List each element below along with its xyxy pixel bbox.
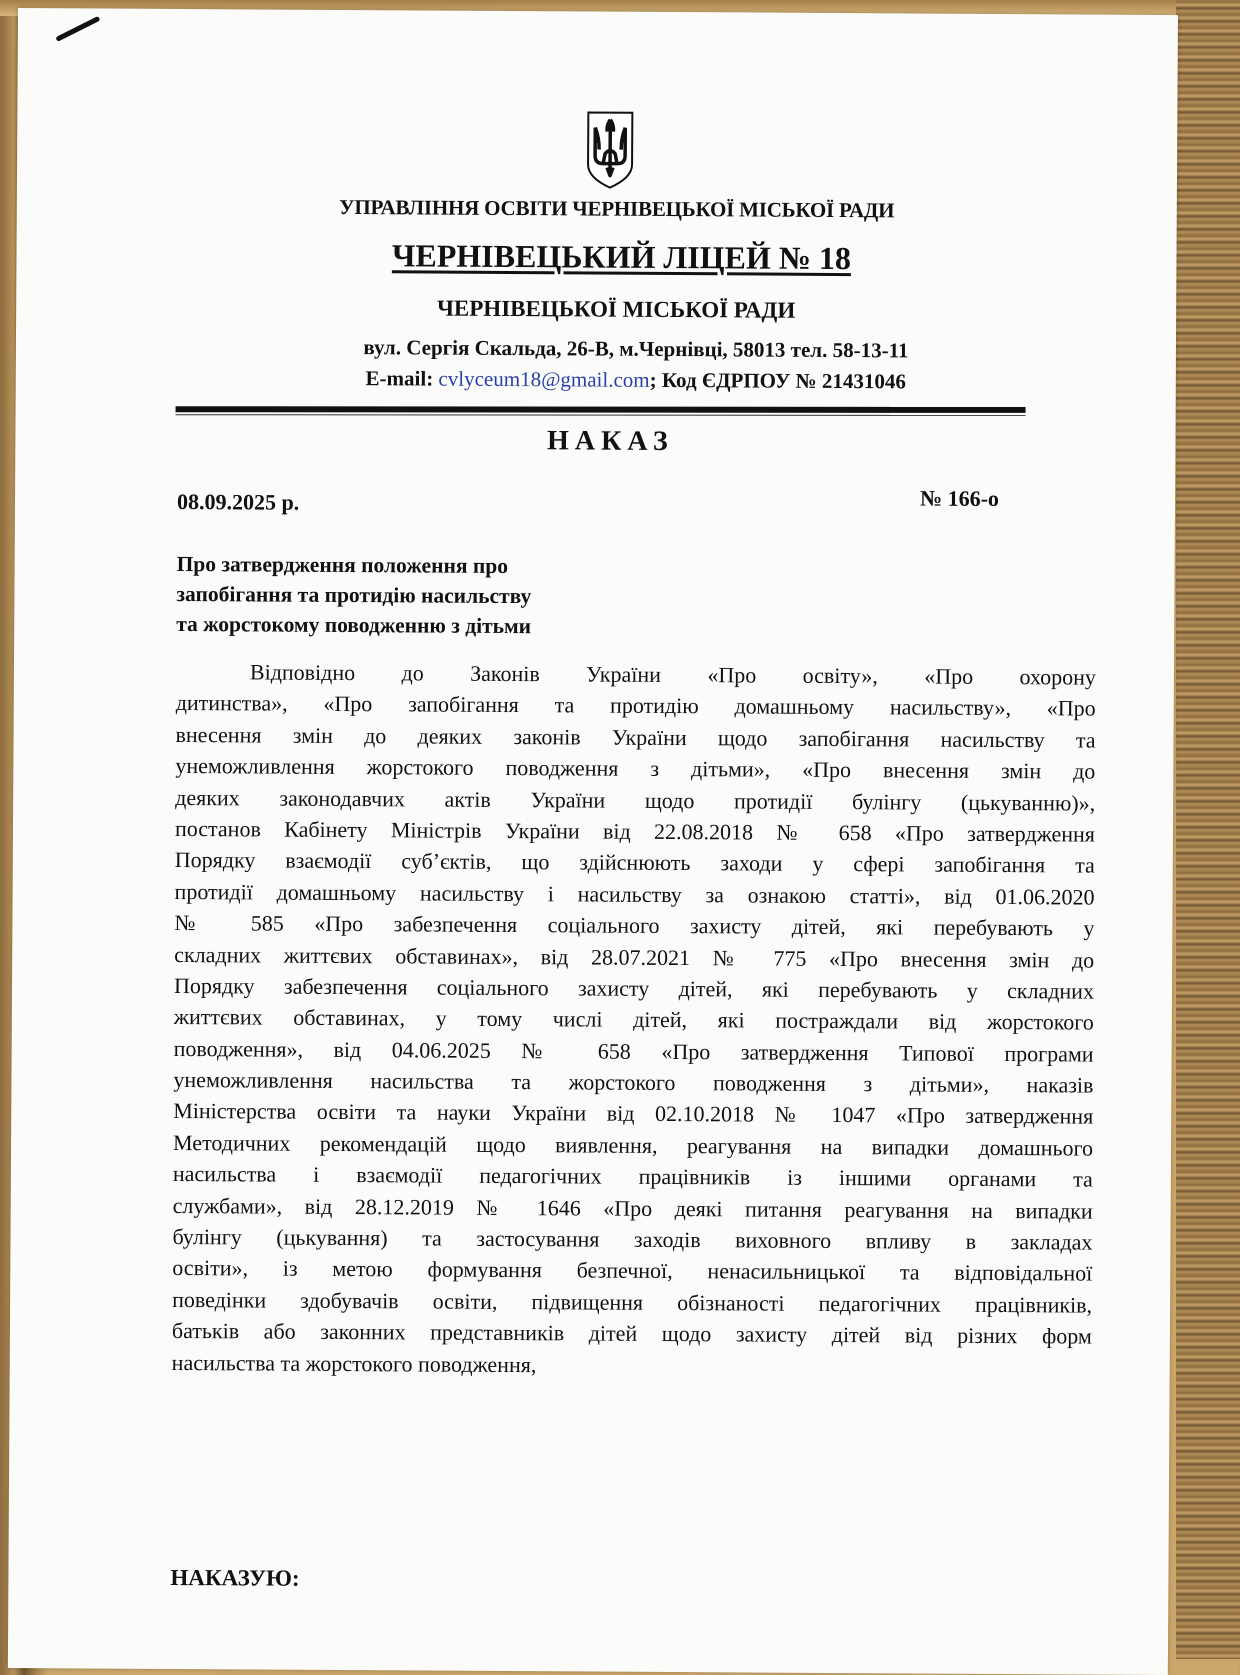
body-line: протидії домашньому насильству і насильству за ознакою статті», від 01.06.2020 [174, 878, 1095, 910]
table-surface-right [1176, 0, 1240, 1659]
header-divider-thin [176, 414, 1026, 416]
pen-mark [55, 16, 100, 42]
body-line: унеможливлення жорстокого поводження з дітьми», «Про внесення змін до [175, 753, 1096, 784]
body-line: поводження», від 04.06.2025 № 658 «Про затвердження Типової програми [173, 1035, 1094, 1067]
order-subject [176, 549, 531, 641]
body-line: Порядку взаємодії суб’єктів, що здійснюють заходи у сфері запобігання та [174, 847, 1095, 878]
order-date: 08.09.2025 р. [176, 488, 300, 515]
body-line: життєвих обставинах, у тому числі дітей, які постраждали від жорстокого [173, 1004, 1094, 1035]
order-number: № 166-о [919, 485, 1000, 512]
body-line: Методичних рекомендацій щодо виявлення, реагування на випадки домашнього [172, 1129, 1094, 1161]
subject-line: та жорстокому поводженню з дітьми [176, 611, 532, 639]
document-page [8, 8, 1178, 1675]
council-heading: ЧЕРНІВЕЦЬКОЇ МІСЬКОЇ РАДИ [437, 295, 796, 323]
body-line: батьків або законних представників дітей щодо захисту дітей від різних форм [171, 1318, 1092, 1349]
ukraine-trident-icon [585, 109, 635, 189]
body-line: насильства та жорстокого поводження, [171, 1349, 537, 1377]
contact-line [316, 366, 956, 395]
body-line: булінгу (цькування) та застосування заходів виховного впливу в закладах [172, 1223, 1093, 1255]
body-line: Порядку забезпечення соціального захисту дітей, які перебувають у складних [173, 972, 1095, 1004]
subject-line: Про затвердження положення про [176, 551, 509, 579]
body-line: внесення змін до деяких законів України щодо запобігання насильству та [175, 721, 1096, 753]
email-label: E-mail: [365, 366, 439, 391]
body-line: унеможливлення насильства та жорстокого поводження з дітьми», наказів [173, 1067, 1094, 1098]
body-line: насильства і взаємодії педагогічних працівників із іншими органами та [172, 1161, 1093, 1192]
body-line: службами», від 28.12.2019 № 1646 «Про деякі питання реагування на випадки [172, 1192, 1093, 1224]
order-title: НАКАЗ [546, 425, 674, 458]
body-line: поведінки здобувачів освіти, підвищення обізнаності педагогічних працівників, [172, 1286, 1093, 1318]
body-line: Міністерства освіти та науки України від 02.10.2018 № 1047 «Про затвердження [173, 1098, 1094, 1130]
body-line: дитинства», «Про запобігання та протидію домашньому насильству», «Про [175, 690, 1096, 721]
body-line: освіти», із метою формування безпечної, ненасильницької та відповідальної [172, 1255, 1093, 1287]
body-line: Відповідно до Законів України «Про освіту», «Про охорону [249, 659, 1097, 690]
body-line: № 585 «Про забезпечення соціального захисту дітей, які перебувають у [174, 910, 1095, 941]
command-heading: НАКАЗУЮ: [170, 1564, 300, 1591]
school-name-heading: ЧЕРНІВЕЦЬКИЙ ЛІЦЕЙ № 18 [391, 237, 852, 277]
email-link[interactable]: cvlyceum18@gmail.com [438, 366, 650, 392]
subject-line: запобігання та протидію насильству [176, 581, 532, 609]
address-line: вул. Сергія Скальда, 26-В, м.Чернівці, 58013 тел. 58-13-11 [363, 335, 909, 363]
body-line: постанов Кабінету Міністрів України від 22.08.2018 № 658 «Про затвердження [174, 815, 1096, 847]
order-body [172, 656, 1096, 1384]
edrpou-code: ; Код ЄДРПОУ № 21431046 [649, 367, 906, 394]
department-heading: УПРАВЛІННЯ ОСВІТИ ЧЕРНІВЕЦЬКОЇ МІСЬКОЇ РАДИ [339, 194, 895, 223]
body-line: деяких законодавчих актів України щодо протидії булінгу (цькуванню)», [175, 784, 1096, 816]
body-line: складних життєвих обставинах», від 28.07.2021 № 775 «Про внесення змін до [174, 941, 1095, 973]
header-divider [176, 406, 1026, 413]
